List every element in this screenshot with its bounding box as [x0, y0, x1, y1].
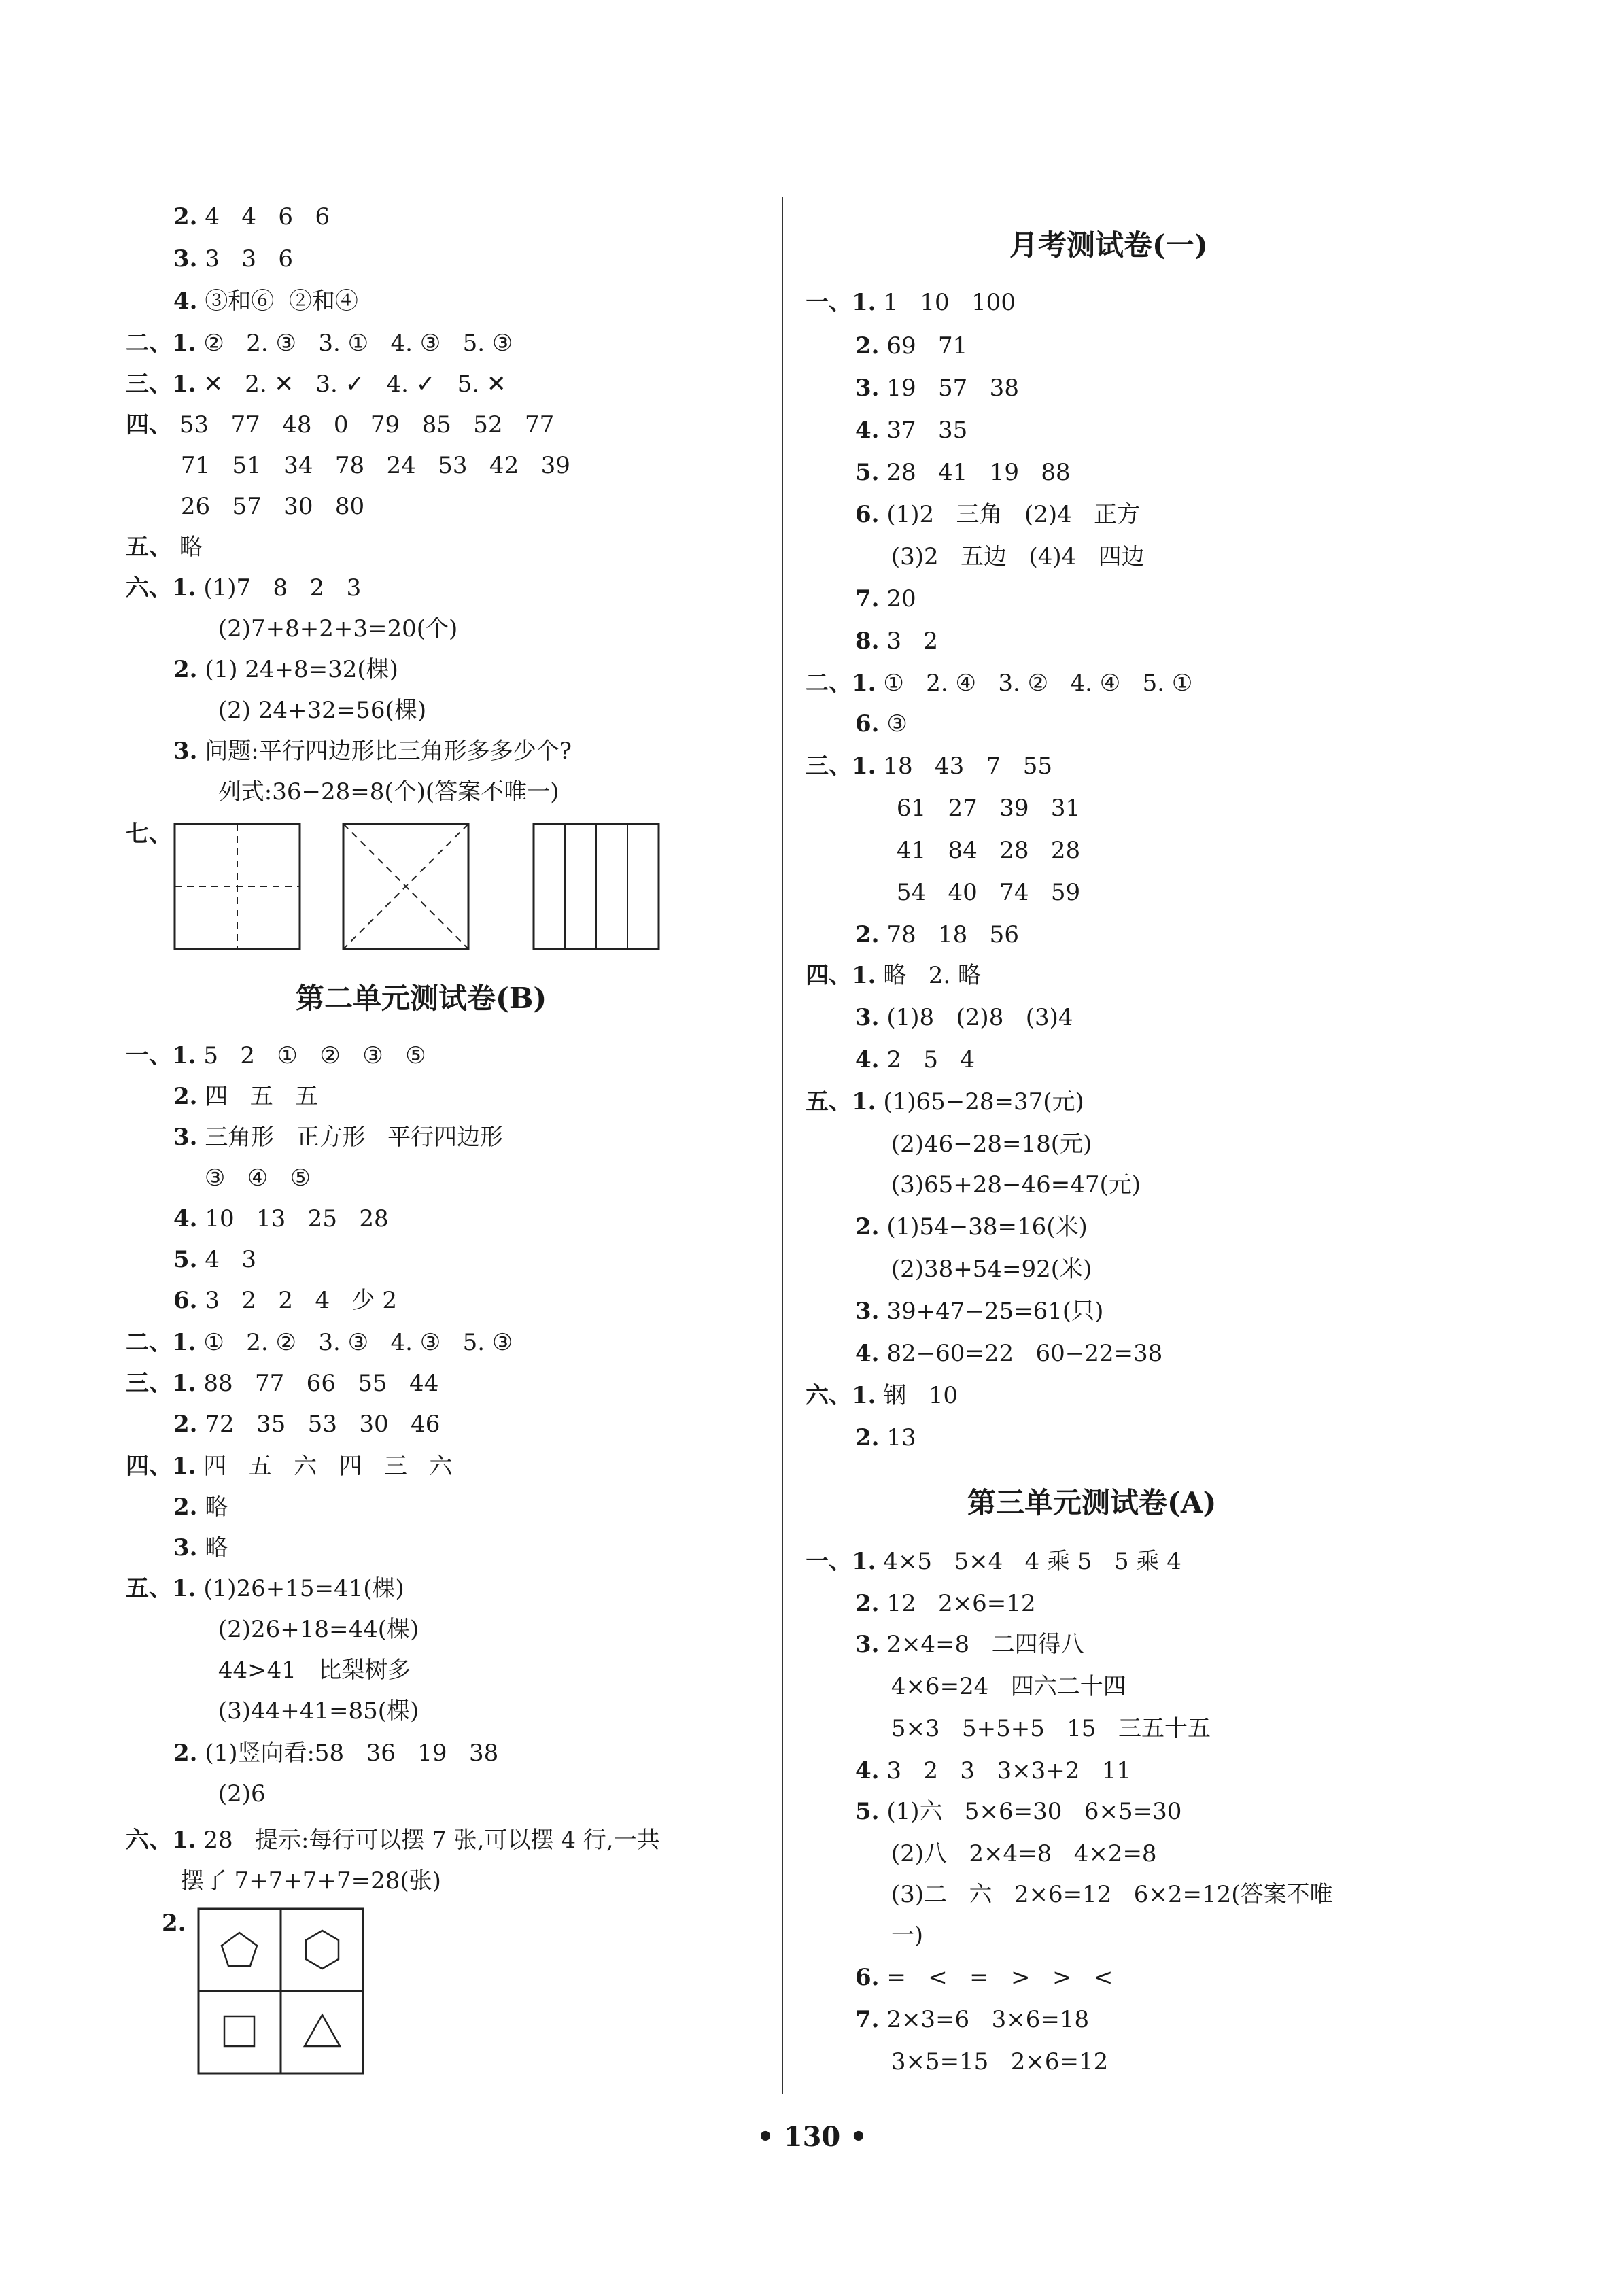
answer-line [855, 1796, 1181, 1827]
answer-text: 三角形 正方形 平行四边形 [205, 1124, 504, 1151]
answer-line [173, 736, 572, 767]
answer-text: (2)6 [218, 1780, 266, 1808]
answer-text: ② 2. ③ 3. ① 4. ③ 5. ③ [203, 330, 513, 357]
question-number: 6. [855, 501, 880, 528]
question-number: 一、1. [126, 1042, 196, 1069]
answer-text: 一) [891, 1922, 924, 1949]
answer-line [806, 1086, 1084, 1118]
answer-line [173, 1409, 440, 1440]
question-number: 一、1. [806, 1548, 876, 1575]
question-number: 2. [173, 1411, 198, 1438]
question-number: 7. [855, 585, 880, 612]
answer-text: 10 13 25 28 [205, 1205, 389, 1232]
question-number: 三、1. [126, 1370, 196, 1397]
answer-line [173, 1203, 389, 1234]
answer-text: ③ ④ ⑤ [204, 1164, 311, 1192]
answer-line [211, 695, 426, 726]
question-number: 二、1. [126, 1329, 196, 1356]
question-number: 2. [173, 1083, 198, 1110]
answer-line [173, 491, 364, 522]
answer-line [884, 1169, 1141, 1201]
answer-text: ✕ 2. ✕ 3. ✓ 4. ✓ 5. ✕ [203, 370, 506, 398]
answer-text: 88 77 66 55 44 [203, 1370, 439, 1397]
question-number: 3. [855, 1004, 880, 1031]
answer-text: 4×5 5×4 4 乘 5 5 乘 4 [883, 1548, 1181, 1575]
answer-text: = < = > > < [886, 1964, 1113, 1991]
answer-line [173, 1244, 256, 1275]
answer-text: (2)八 2×4=8 4×2=8 [891, 1840, 1157, 1867]
pentagon-shape [222, 1933, 257, 1966]
answer-text: (1)竖向看:58 36 19 38 [205, 1740, 499, 1767]
question-number: 一、1. [806, 289, 876, 316]
answer-text: 82−60=22 60−22=38 [886, 1340, 1163, 1367]
question-number: 七、 [126, 821, 172, 848]
answer-line [855, 1002, 1073, 1033]
answer-line [173, 201, 330, 232]
answer-line [855, 1296, 1103, 1327]
question-number: 2. [855, 1590, 880, 1617]
answer-text: 71 51 34 78 24 53 42 39 [180, 452, 570, 479]
answer-text: 4×6=24 四六二十四 [891, 1673, 1126, 1700]
answer-line [884, 1838, 1157, 1869]
question-number: 4. [173, 288, 198, 315]
answer-line [126, 818, 179, 850]
question-number: 三、1. [126, 370, 196, 398]
question-number: 6. [855, 1964, 880, 1991]
answer-text: 72 35 53 30 46 [205, 1411, 440, 1438]
answer-line [884, 1713, 1211, 1744]
answer-text: 5×3 5+5+5 15 三五十五 [891, 1715, 1211, 1742]
answer-text: (1)六 5×6=30 6×5=30 [886, 1798, 1182, 1825]
answer-line [855, 1755, 1131, 1786]
question-number: 7. [855, 2006, 880, 2033]
answer-line [126, 532, 203, 563]
answer-text: 54 40 74 59 [896, 879, 1081, 906]
answer-line [884, 541, 1145, 572]
answer-text: 78 18 56 [886, 921, 1019, 948]
answer-line [173, 1122, 503, 1153]
answer-line [211, 1778, 266, 1810]
answer-text: 3 2 [886, 627, 938, 655]
answer-line [889, 877, 1080, 908]
answer-text: 39+47−25=61(只) [886, 1298, 1104, 1325]
answer-text: 28 提示:每行可以摆 7 张,可以摆 4 行,一共 [203, 1827, 660, 1854]
question-number: 3. [173, 1534, 198, 1561]
square-strip-fold [534, 824, 659, 949]
answer-line [855, 415, 967, 446]
question-number: 3. [173, 738, 198, 765]
answer-line [855, 373, 1019, 404]
answer-line [126, 1573, 404, 1604]
question-number: 2. [173, 1740, 198, 1767]
heading-unit3-test-a: 第三单元测试卷(A) [967, 1486, 1217, 1519]
answer-line [211, 1695, 419, 1727]
answer-line [173, 654, 398, 685]
answer-text: 18 43 7 55 [883, 753, 1053, 780]
answer-text: 问题:平行四边形比三角形多多少个? [205, 738, 572, 765]
answer-line [884, 1128, 1092, 1160]
question-number: 四、1. [126, 1453, 196, 1480]
question-number: 五、1. [126, 1575, 196, 1602]
answer-text: (1)54−38=16(米) [886, 1213, 1088, 1241]
answer-line [197, 1162, 311, 1194]
answer-line [211, 776, 559, 808]
square-diagonal-fold [343, 824, 468, 949]
answer-text: (2)46−28=18(元) [891, 1130, 1092, 1158]
answer-text: (3)二 六 2×6=12 6×2=12(答案不唯 [891, 1881, 1333, 1908]
answer-text: 5 2 ① ② ③ ⑤ [203, 1042, 426, 1069]
answer-text: 41 84 28 28 [896, 837, 1081, 864]
question-number: 5. [855, 1798, 880, 1825]
answer-text: (1)7 8 2 3 [203, 574, 362, 602]
answer-line [173, 1738, 498, 1769]
answer-text: ③和⑥ ②和④ [205, 288, 358, 315]
answer-text: 20 [886, 585, 916, 612]
heading-monthly-test-1: 月考测试卷(一) [1009, 228, 1208, 262]
answer-line [855, 1211, 1088, 1243]
answer-line [126, 1040, 426, 1071]
answer-text: 19 57 38 [886, 375, 1019, 402]
answer-text: 69 71 [886, 332, 968, 360]
answer-text: 略 [179, 534, 203, 561]
answer-line [806, 1546, 1181, 1577]
answer-text: 四 五 五 [205, 1083, 319, 1110]
heading-unit2-test-b: 第二单元测试卷(B) [296, 982, 547, 1015]
answer-text: 钢 10 [883, 1382, 958, 1409]
answer-line [855, 1962, 1113, 1993]
fold-squares-figure [173, 823, 663, 952]
answer-line [126, 1825, 660, 1856]
answer-line [855, 2004, 1089, 2035]
answer-text: (1)8 (2)8 (3)4 [886, 1004, 1073, 1031]
question-number: 2. [173, 656, 198, 683]
question-number: 2. [855, 332, 880, 360]
answer-text: (3)65+28−46=47(元) [891, 1171, 1141, 1198]
answer-text: (2) 24+32=56(棵) [218, 697, 427, 724]
answer-line [855, 1629, 1084, 1660]
answer-text: (2)38+54=92(米) [891, 1256, 1092, 1283]
answer-line [126, 1368, 438, 1399]
answer-text: (3)2 五边 (4)4 四边 [891, 543, 1145, 570]
answer-text: 13 [886, 1424, 916, 1451]
answer-line [889, 793, 1080, 824]
question-number: 2. [855, 1424, 880, 1451]
answer-line [806, 1380, 958, 1411]
answer-text: 摆了 7+7+7+7=28(张) [180, 1867, 441, 1895]
answer-text: 3 2 3 3×3+2 11 [886, 1757, 1132, 1784]
answer-line [211, 1655, 411, 1686]
answer-line [884, 1671, 1126, 1702]
question-number: 五、 [126, 534, 172, 561]
answer-text: (1)26+15=41(棵) [203, 1575, 404, 1602]
answer-text: 3 2 2 4 少 2 [205, 1287, 397, 1314]
question-number: 2. [855, 1213, 880, 1241]
question-number: 二、1. [806, 670, 876, 697]
question-number: 6. [173, 1287, 198, 1314]
answer-text: (2)26+18=44(棵) [218, 1616, 419, 1643]
answer-text: ① 2. ④ 3. ② 4. ④ 5. ① [883, 670, 1193, 697]
question-number: 5. [173, 1246, 198, 1273]
answer-text: 4 4 6 6 [205, 203, 330, 230]
answer-text: (3)44+41=85(棵) [218, 1697, 419, 1725]
answer-line [806, 668, 1192, 699]
answer-text: 略 [205, 1534, 228, 1561]
answer-line [211, 613, 457, 644]
question-number: 4. [855, 1046, 880, 1073]
question-number: 六、1. [126, 1827, 196, 1854]
question-number: 4. [855, 1340, 880, 1367]
answer-line [855, 1338, 1162, 1369]
question-number: 5. [855, 459, 880, 486]
answer-line [855, 457, 1071, 488]
answer-line [173, 1081, 318, 1112]
answer-line [126, 572, 361, 604]
answer-line [855, 919, 1019, 950]
question-number: 6. [855, 710, 880, 738]
question-number: 四、 [126, 411, 172, 438]
answer-line [173, 1285, 397, 1316]
answer-line [173, 243, 293, 275]
answer-text: 37 35 [886, 417, 968, 444]
question-number: 二、1. [126, 330, 196, 357]
question-number: 2. [173, 203, 198, 230]
question-number: 六、1. [126, 574, 196, 602]
answer-text: (2)7+8+2+3=20(个) [218, 615, 458, 642]
question-number: 六、1. [806, 1382, 876, 1409]
answer-text: 2 5 4 [886, 1046, 975, 1073]
answer-line [855, 1422, 916, 1453]
answer-line [884, 2046, 1108, 2077]
square-cross-fold [175, 824, 300, 949]
answer-text: 略 2. 略 [883, 962, 981, 989]
question-number: 2. [855, 921, 880, 948]
answer-line [855, 625, 938, 657]
page-number: • 130 • [757, 2121, 867, 2153]
question-number: 4. [855, 417, 880, 444]
answer-line [855, 708, 908, 740]
question-number: 3. [855, 1631, 880, 1658]
answer-line [173, 1491, 228, 1523]
answer-text: 2×4=8 二四得八 [886, 1631, 1084, 1658]
answer-text: (1)65−28=37(元) [883, 1088, 1084, 1116]
question-number: 五、1. [806, 1088, 876, 1116]
question-number: 3. [855, 375, 880, 402]
answer-text: 3 3 6 [205, 245, 294, 273]
hexagon-shape [306, 1931, 339, 1969]
answer-text: (1) 24+8=32(棵) [205, 656, 398, 683]
answer-line [126, 368, 506, 400]
answer-line [889, 835, 1080, 866]
answer-line [173, 1865, 441, 1897]
question-number: 3. [173, 1124, 198, 1151]
answer-text: 44>41 比梨树多 [218, 1657, 411, 1684]
answer-line [162, 1907, 193, 1939]
question-number: 4. [855, 1757, 880, 1784]
answer-line [211, 1614, 419, 1645]
answer-text: 四 五 六 四 三 六 [203, 1453, 453, 1480]
answer-line [126, 328, 513, 359]
answer-line [855, 330, 967, 362]
answer-line [126, 409, 554, 441]
answer-text: ③ [886, 710, 908, 738]
answer-text: 略 [205, 1493, 228, 1521]
question-number: 8. [855, 627, 880, 655]
answer-line [884, 1920, 923, 1951]
answer-text: (1)2 三角 (2)4 正方 [886, 501, 1141, 528]
answer-text: 1 10 100 [883, 289, 1016, 316]
answer-text: 12 2×6=12 [886, 1590, 1036, 1617]
answer-line [884, 1879, 1333, 1910]
answer-line [806, 960, 981, 991]
answer-text: 53 77 48 0 79 85 52 77 [179, 411, 555, 438]
answer-text: 列式:36−28=8(个)(答案不唯一) [218, 778, 559, 806]
answer-line [173, 1532, 228, 1564]
answer-text: 3×5=15 2×6=12 [891, 2048, 1109, 2075]
answer-line [806, 287, 1016, 318]
question-number: 3. [173, 245, 198, 273]
question-number: 2. [173, 1493, 198, 1521]
answer-text: 61 27 39 31 [896, 795, 1081, 822]
answer-line [806, 750, 1052, 782]
answer-line [855, 499, 1140, 530]
answer-line [173, 286, 358, 317]
question-number: 三、1. [806, 753, 876, 780]
shape-grid-figure [197, 1907, 367, 2077]
answer-line [855, 583, 916, 615]
answer-line [126, 1451, 452, 1482]
answer-text: 26 57 30 80 [180, 493, 365, 520]
answer-line [855, 1044, 975, 1075]
answer-text: 2×3=6 3×6=18 [886, 2006, 1090, 2033]
answer-line [173, 450, 570, 481]
answer-line [126, 1327, 513, 1358]
question-number: 2. [162, 1910, 186, 1937]
square-shape [224, 2016, 254, 2046]
answer-line [855, 1588, 1036, 1619]
answer-line [884, 1254, 1092, 1285]
answer-text: ① 2. ② 3. ③ 4. ③ 5. ③ [203, 1329, 513, 1356]
answer-text: 4 3 [205, 1246, 256, 1273]
question-number: 3. [855, 1298, 880, 1325]
question-number: 4. [173, 1205, 198, 1232]
question-number: 四、1. [806, 962, 876, 989]
triangle-shape [305, 2015, 340, 2046]
column-divider [782, 197, 783, 2094]
answer-text: 28 41 19 88 [886, 459, 1071, 486]
